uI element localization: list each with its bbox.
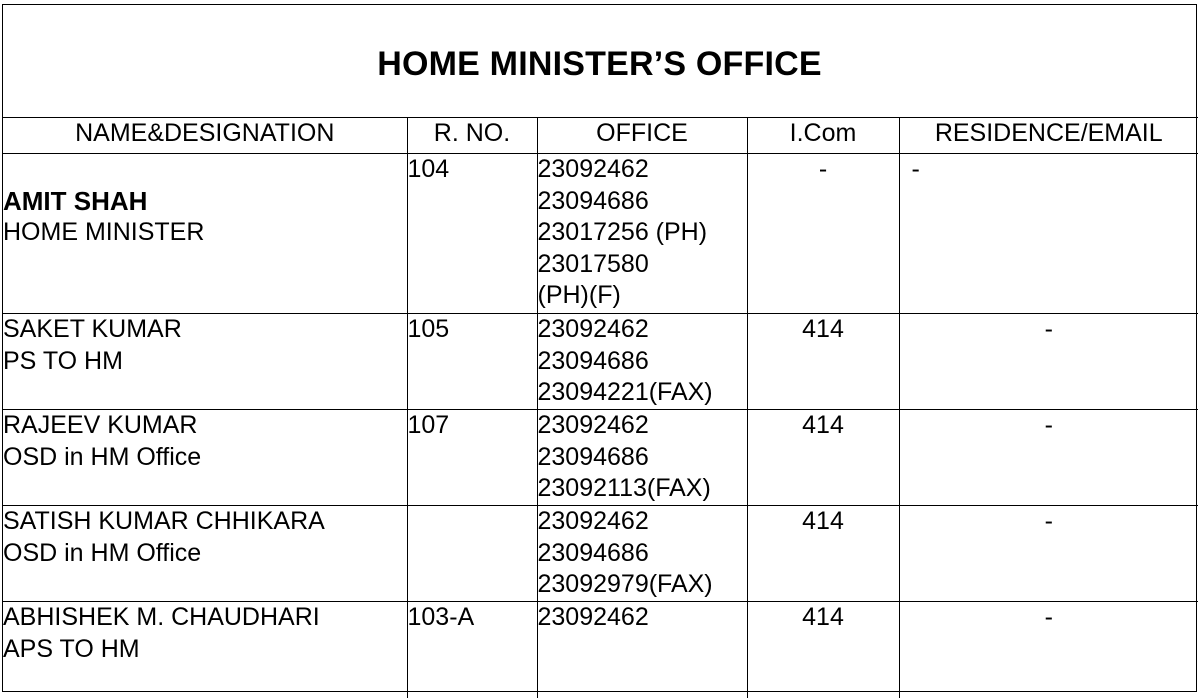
header-office: OFFICE [537, 118, 747, 154]
table-row [3, 602, 1198, 698]
name-cell [3, 314, 407, 410]
table-row [3, 154, 1198, 314]
phone-number: (PH)(F) [537, 281, 621, 309]
room-cell: 105 [407, 314, 537, 410]
residence-cell: - [899, 154, 1198, 314]
phone-number: 23092462 [537, 411, 649, 439]
person-name: SATISH KUMAR CHHIKARA [3, 507, 325, 535]
room-cell: 103-A [407, 602, 537, 698]
phone-number: 23017580 [537, 249, 649, 278]
name-cell [3, 506, 407, 602]
header-name: NAME&DESIGNATION [3, 118, 407, 154]
room-cell: 107 [407, 410, 537, 506]
residence-cell: - [899, 314, 1198, 410]
person-name: RAJEEV KUMAR [3, 411, 198, 439]
phone-number: 23094221(FAX) [537, 378, 713, 406]
person-designation: PS TO HM [3, 346, 123, 375]
office-cell [537, 602, 747, 698]
directory-page [2, 4, 1197, 692]
person-name: SAKET KUMAR [3, 315, 182, 343]
phone-number: 23094686 [537, 346, 649, 375]
phone-number: 23092462 [537, 507, 649, 535]
residence-cell: - [899, 602, 1198, 698]
person-designation: OSD in HM Office [3, 538, 202, 567]
person-designation: HOME MINISTER [3, 218, 205, 246]
header-icom: I.Com [747, 118, 899, 154]
person-designation: APS TO HM [3, 634, 140, 663]
phone-number: 23092462 [537, 603, 649, 631]
table-row [3, 506, 1198, 602]
icom-cell: 414 [747, 506, 899, 602]
header-room: R. NO. [407, 118, 537, 154]
residence-cell: - [899, 506, 1198, 602]
room-cell: 104 [407, 154, 537, 314]
phone-number: 23092462 [537, 315, 649, 343]
name-cell [3, 154, 407, 314]
phone-number: 23017256 (PH) [537, 218, 708, 246]
icom-cell: 414 [747, 602, 899, 698]
phone-number: 23094686 [537, 538, 649, 567]
icom-cell: - [747, 154, 899, 314]
room-cell [407, 506, 537, 602]
icom-cell: 414 [747, 314, 899, 410]
header-residence: RESIDENCE/EMAIL [899, 118, 1198, 154]
office-cell [537, 410, 747, 506]
icom-cell: 414 [747, 410, 899, 506]
person-name: ABHISHEK M. CHAUDHARI [3, 603, 320, 631]
phone-number: 23094686 [537, 442, 649, 471]
title-row [3, 5, 1196, 118]
residence-cell: - [899, 410, 1198, 506]
person-name: AMIT SHAH [3, 185, 148, 216]
name-cell [3, 410, 407, 506]
page-title: HOME MINISTER’S OFFICE [377, 44, 822, 83]
name-cell [3, 602, 407, 698]
phone-number: 23092113(FAX) [537, 474, 711, 502]
person-designation: OSD in HM Office [3, 442, 202, 471]
phone-number: 23092979(FAX) [537, 570, 713, 598]
office-cell [537, 154, 747, 314]
directory-table [3, 117, 1198, 698]
office-cell [537, 314, 747, 410]
header-row [3, 118, 1198, 154]
phone-number: 23092462 [537, 155, 649, 183]
phone-number: 23094686 [537, 186, 649, 215]
table-row [3, 410, 1198, 506]
table-row [3, 314, 1198, 410]
office-cell [537, 506, 747, 602]
